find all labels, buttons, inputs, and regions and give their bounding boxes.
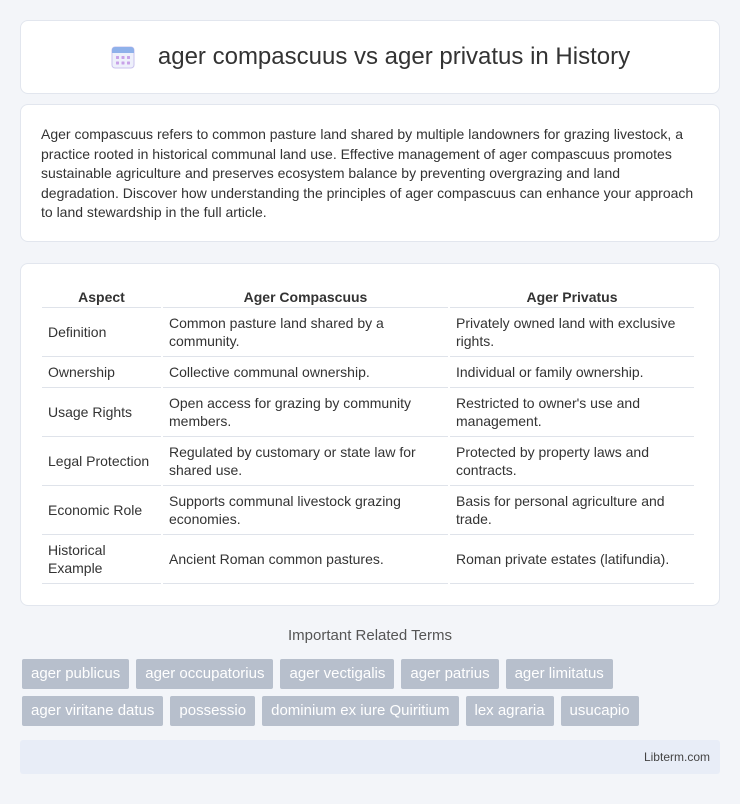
title-card [20,20,720,94]
header-aspect: Aspect [42,284,161,308]
table-row [42,486,694,535]
tag-ager-publicus[interactable]: ager publicus [22,659,129,689]
cell-aspect: Historical Example [42,535,161,584]
tag-lex-agraria[interactable]: lex agraria [466,696,554,726]
footer [20,740,720,774]
calendar-icon [110,44,136,70]
tag-ager-occupatorius[interactable]: ager occupatorius [136,659,273,689]
table-row [42,437,694,486]
comparison-card [20,263,720,606]
table-row [42,308,694,357]
tag-ager-limitatus[interactable]: ager limitatus [506,659,613,689]
tag-possessio[interactable]: possessio [170,696,255,726]
cell-privatus: Individual or family ownership. [450,357,694,388]
tag-usucapio[interactable]: usucapio [561,696,639,726]
cell-compascuus: Regulated by customary or state law for shared use. [163,437,448,486]
intro-paragraph: Ager compascuus refers to common pasture land shared by multiple landowners for grazing livestock, a practice rooted in historical communal land use. Effective management of ager compascuus promotes sustainable agriculture and preserves ecosystem balance by preventing overgrazing and land degradation. Discover how understanding the principles of ager compascuus can enhance your approach to land stewardship in the full article. [41,126,694,221]
tag-row [22,659,722,689]
related-terms-heading: Important Related Terms [288,627,452,644]
tag-dominium-ex-iure-quiritium[interactable]: dominium ex iure Quiritium [262,696,458,726]
tag-ager-viritane-datus[interactable]: ager viritane datus [22,696,163,726]
related-terms [22,659,722,733]
cell-compascuus: Ancient Roman common pastures. [163,535,448,584]
table-row [42,357,694,388]
footer-site-link[interactable]: Libterm.com [643,750,710,764]
cell-privatus: Restricted to owner's use and management. [450,388,694,437]
cell-aspect: Ownership [42,357,161,388]
cell-compascuus: Common pasture land shared by a community. [163,308,448,357]
header-compascuus: Ager Compascuus [163,284,448,308]
page-title: ager compascuus vs ager privatus in History [157,43,631,70]
cell-aspect: Economic Role [42,486,161,535]
cell-compascuus: Collective communal ownership. [163,357,448,388]
header-privatus: Ager Privatus [450,284,694,308]
tag-ager-patrius[interactable]: ager patrius [401,659,498,689]
cell-aspect: Legal Protection [42,437,161,486]
intro-card [20,104,720,242]
table-row [42,535,694,584]
cell-aspect: Definition [42,308,161,357]
cell-privatus: Protected by property laws and contracts. [450,437,694,486]
tag-ager-vectigalis[interactable]: ager vectigalis [280,659,394,689]
cell-compascuus: Supports communal livestock grazing economies. [163,486,448,535]
comparison-table [40,284,696,584]
cell-compascuus: Open access for grazing by community members. [163,388,448,437]
tag-row [22,696,722,726]
cell-privatus: Basis for personal agriculture and trade. [450,486,694,535]
cell-aspect: Usage Rights [42,388,161,437]
cell-privatus: Roman private estates (latifundia). [450,535,694,584]
table-header-row [42,284,694,308]
table-row [42,388,694,437]
cell-privatus: Privately owned land with exclusive rights. [450,308,694,357]
